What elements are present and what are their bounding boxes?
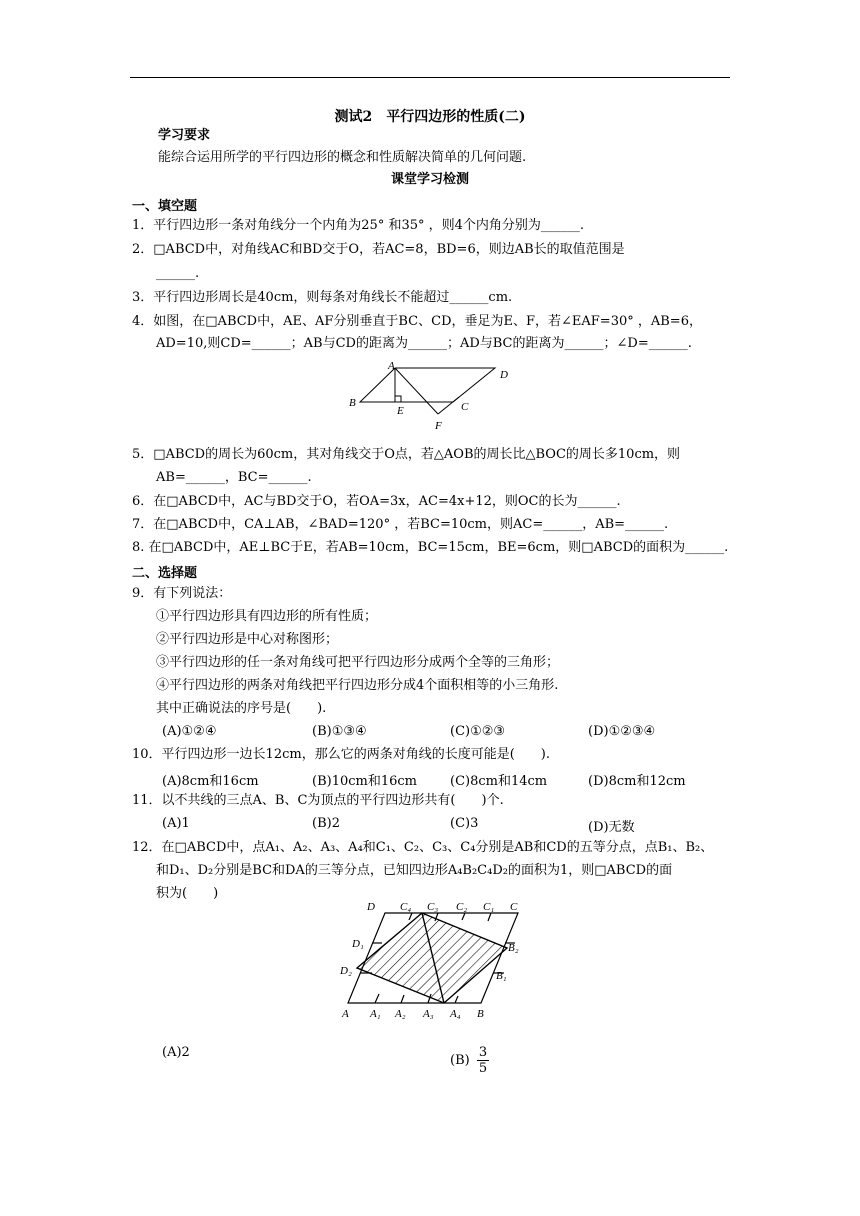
q9-ask: 其中正确说法的序号是( ).	[156, 701, 327, 716]
question-12-line3: 积为( )	[156, 886, 219, 901]
fig2-label-c1: C₁	[483, 901, 495, 913]
question-7: 7．在□ABCD中，CA⊥AB，∠BAD=120° ，若BC=10cm，则AC=______，AB=______.	[132, 517, 669, 532]
q9-statement-2: ②平行四边形是中心对称图形；	[156, 632, 339, 647]
q9-option-c: (C)①②③	[450, 724, 506, 739]
fig2-label-d2: D₂	[340, 965, 352, 977]
fig2-label-a3: A₃	[423, 1008, 434, 1020]
fig2-label-c2: C₂	[456, 901, 468, 913]
q11-option-a: (A)1	[162, 816, 190, 831]
q11-option-d: (D)无数	[588, 820, 635, 835]
question-4-line2: AD=10,则CD=______；AB与CD的距离为______；AD与BC的距离为______；∠D=______.	[156, 336, 692, 351]
fig2-label-c3: C₃	[427, 901, 439, 913]
question-5-line1: 5．□ABCD的周长为60cm，其对角线交于O点，若△AOB的周长比△BOC的周长多10cm，则	[132, 447, 681, 462]
question-4-line1: 4．如图，在□ABCD中，AE、AF分别垂直于BC、CD，垂足为E、F，若∠EAF=30° ，AB=6，	[132, 314, 702, 329]
fraction-numerator: 3	[478, 1045, 488, 1060]
question-12-line2: 和D₁、D₂分别是BC和DA的三等分点，已知四边形A₄B₂C₄D₂的面积为1，则□ABCD的面	[156, 863, 673, 878]
q9-statement-1: ①平行四边形具有四边形的所有性质；	[156, 609, 378, 624]
fraction-denominator: 5	[478, 1061, 488, 1076]
question-6: 6．在□ABCD中，AC与BD交于O，若OA=3x，AC=4x+12，则OC的长为______.	[132, 494, 621, 509]
fig2-label-c4: C₄	[400, 901, 412, 913]
q11-option-c: (C)3	[450, 816, 479, 831]
fig2-label-a4: A₄	[450, 1008, 461, 1020]
question-2-line1: 2．□ABCD中，对角线AC和BD交于O，若AC=8，BD=6，则边AB长的取值范围是	[132, 242, 625, 257]
question-10: 10．平行四边形一边长12cm，那么它的两条对角线的长度可能是( ).	[132, 747, 550, 762]
q12-option-b-prefix: (B)	[450, 1053, 470, 1068]
q12-option-a: (A)2	[162, 1045, 190, 1060]
q10-option-a: (A)8cm和16cm	[162, 774, 259, 789]
q9-option-a: (A)①②④	[162, 724, 217, 739]
question-2-line2: ______.	[156, 266, 200, 281]
class-heading: 课堂学习检测	[390, 172, 469, 187]
q12-option-b-fraction	[477, 1045, 489, 1076]
fig1-label-a: A	[388, 360, 395, 372]
question-5-line2: AB=______，BC=______.	[156, 470, 312, 485]
requirements-heading: 学习要求	[158, 128, 211, 143]
question-12-line1: 12．在□ABCD中，点A₁、A₂、A₃、A₄和C₁、C₂、C₃、C₄分别是AB和CD的五等分点，点B₁、B₂、	[132, 840, 714, 855]
q10-option-d: (D)8cm和12cm	[588, 774, 686, 789]
fig2-label-a: A	[342, 1008, 349, 1020]
requirements-text: 能综合运用所学的平行四边形的概念和性质解决简单的几何问题.	[158, 150, 527, 165]
figure-parallelogram-q4	[340, 358, 520, 438]
page-title: 测试2 平行四边形的性质(二)	[334, 109, 526, 125]
question-11: 11．以不共线的三点A、B、C为顶点的平行四边形共有( )个.	[132, 793, 504, 808]
fig2-label-b: B	[477, 1008, 484, 1020]
figure-parallelogram-q12	[334, 896, 534, 1020]
fig1-label-c: C	[461, 401, 469, 413]
fig2-label-a1: A₁	[370, 1008, 381, 1020]
fig2-label-d1: D₁	[352, 938, 364, 950]
fig2-label-c: C	[510, 901, 518, 913]
q11-option-b: (B)2	[312, 816, 340, 831]
q9-option-b: (B)①③④	[312, 724, 367, 739]
question-3: 3．平行四边形周长是40cm，则每条对角线长不能超过______cm.	[132, 290, 513, 305]
q10-option-b: (B)10cm和16cm	[312, 774, 417, 789]
q12-option-b	[450, 1045, 489, 1076]
question-8: 8. 在□ABCD中，AE⊥BC于E，若AB=10cm，BC=15cm，BE=6cm，则□ABCD的面积为______.	[132, 540, 729, 555]
fig1-label-b: B	[349, 397, 356, 409]
fig2-label-d: D	[367, 901, 375, 913]
section-heading-fill: 一、填空题	[132, 199, 198, 214]
fig1-label-e: E	[397, 405, 404, 417]
q9-option-d: (D)①②③④	[588, 724, 656, 739]
section-heading-choice: 二、选择题	[132, 566, 198, 581]
question-9: 9．有下列说法：	[132, 586, 232, 601]
fig2-label-b2: B₂	[508, 942, 519, 954]
q9-statement-4: ④平行四边形的两条对角线把平行四边形分成4个面积相等的小三角形.	[156, 678, 559, 693]
question-1: 1．平行四边形一条对角线分一个内角为25° 和35° ，则4个内角分别为______.	[132, 218, 585, 233]
q10-option-c: (C)8cm和14cm	[450, 774, 548, 789]
fig1-label-f: F	[435, 420, 442, 432]
q9-statement-3: ③平行四边形的任一条对角线可把平行四边形分成两个全等的三角形；	[156, 655, 560, 670]
fig2-label-b1: B₁	[496, 970, 507, 982]
fig1-label-d: D	[500, 369, 508, 381]
fig2-label-a2: A₂	[395, 1008, 406, 1020]
header-rule	[130, 77, 730, 78]
